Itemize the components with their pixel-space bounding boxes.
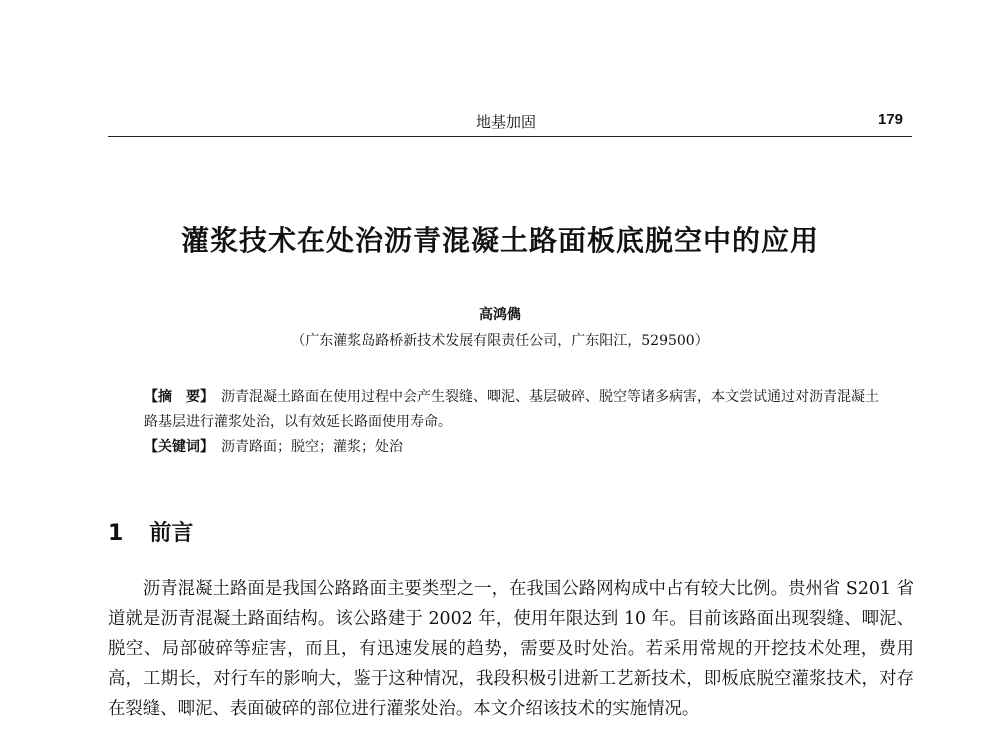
page-number: 179 (878, 111, 904, 128)
section-body-paragraph: 沥青混凝土路面是我国公路路面主要类型之一，在我国公路网构成中占有较大比例。贵州省 S201 省道就是沥青混凝土路面结构。该公路建于 2002 年，使用年限达到 10 年。目前该路面出现裂缝、唧泥、脱空、局部破碎等症害，而且，有迅速发展的趋势，需要及时处治。若采用常规的开挖技术处理，费用高，工期长，对行车的影响大，鉴于这种情况，我段积极引进新工艺新技术，即板底脱空灌浆技术，对存在裂缝、唧泥、表面破碎的部位进行灌浆处治。本文介绍该技术的实施情况。 (108, 579, 914, 719)
abstract-paragraph (144, 385, 882, 435)
article-title: 灌浆技术在处治沥青混凝土路面板底脱空中的应用 (180, 224, 819, 257)
keywords-text: 沥青路面；脱空；灌浆；处治 (221, 439, 403, 455)
section-number: 1 (108, 521, 124, 546)
section-title: 前言 (149, 521, 194, 546)
keywords-paragraph (144, 435, 882, 460)
abstract-text: 沥青混凝土路面在使用过程中会产生裂缝、唧泥、基层破碎、脱空等诸多病害，本文尝试通过对沥青混凝土路基层进行灌浆处治，以有效延长路面使用寿命。 (144, 389, 879, 430)
abstract-block (144, 385, 882, 460)
abstract-label: 【摘 要】 (144, 389, 207, 405)
header-divider (108, 136, 912, 137)
keywords-label: 【关键词】 (144, 439, 207, 455)
author-affiliation: （广东灌浆岛路桥新技术发展有限责任公司，广东阳江，529500） (291, 333, 709, 349)
section-heading (108, 516, 193, 547)
author-name: 高鸿儁 (479, 307, 521, 323)
running-header-section: 地基加固 (476, 113, 537, 131)
